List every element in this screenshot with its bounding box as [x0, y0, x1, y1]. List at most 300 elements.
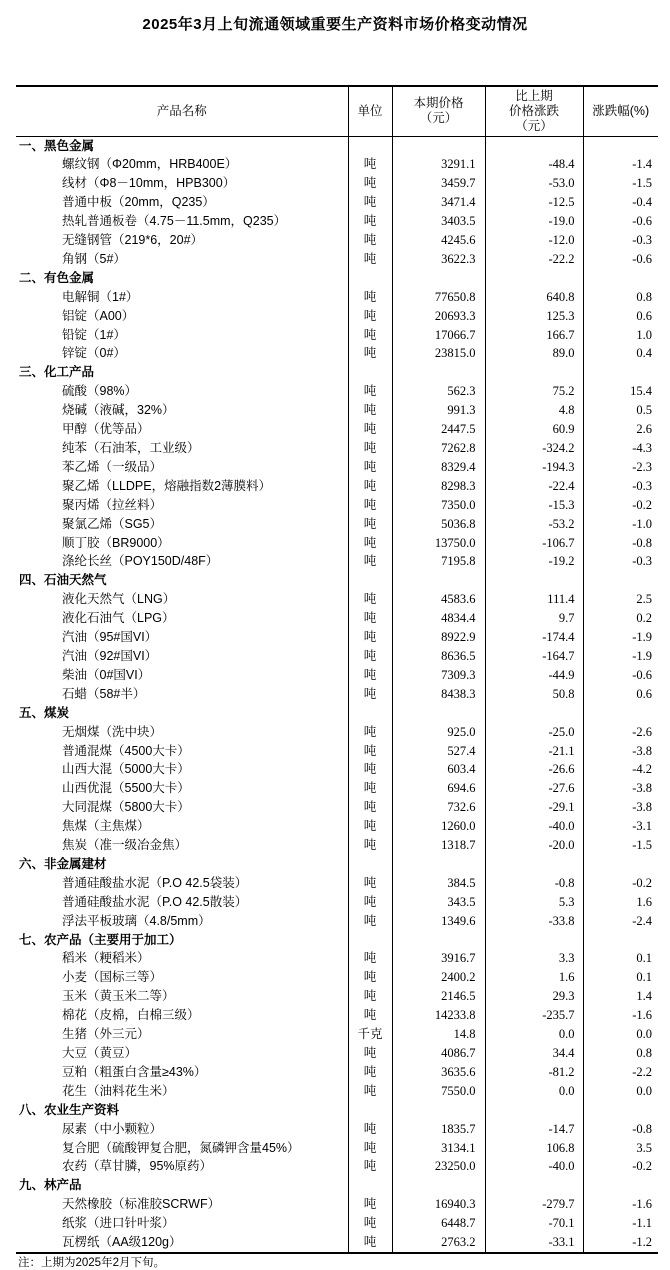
price-cell: 562.3	[392, 382, 485, 401]
section-row	[16, 136, 658, 155]
pct-cell: -1.5	[583, 174, 658, 193]
table-row	[16, 534, 658, 553]
price-cell: 3291.1	[392, 155, 485, 174]
pct-cell: 2.6	[583, 420, 658, 439]
price-cell: 4086.7	[392, 1044, 485, 1063]
pct-cell: -0.6	[583, 212, 658, 231]
product-name: 铝锭（A00）	[62, 308, 135, 323]
pct-cell	[583, 855, 658, 874]
pct-cell: -1.6	[583, 1195, 658, 1214]
table-row	[16, 344, 658, 363]
product-name: 聚乙烯（LLDPE，熔融指数2薄膜料）	[62, 478, 272, 493]
product-name: 涤纶长丝（POY150D/48F）	[62, 554, 219, 569]
price-cell: 3471.4	[392, 193, 485, 212]
table-row	[16, 231, 658, 250]
pct-cell: 0.6	[583, 307, 658, 326]
price-cell: 3403.5	[392, 212, 485, 231]
pct-cell: -2.3	[583, 458, 658, 477]
pct-cell	[583, 1176, 658, 1195]
product-name: 普通硅酸盐水泥（P.O 42.5散装）	[62, 894, 248, 909]
price-cell: 14233.8	[392, 1006, 485, 1025]
unit-cell: 吨	[348, 893, 392, 912]
change-cell: 0.0	[485, 1082, 583, 1101]
pct-cell: 0.8	[583, 288, 658, 307]
price-cell: 7262.8	[392, 439, 485, 458]
product-name: 线材（Φ8－10mm，HPB300）	[62, 176, 236, 191]
product-name: 石蜡（58#半）	[62, 686, 146, 701]
price-cell: 23250.0	[392, 1157, 485, 1176]
unit-cell	[348, 571, 392, 590]
unit-cell: 吨	[348, 477, 392, 496]
product-name: 角钢（5#）	[62, 251, 126, 266]
header-change-pct: 涨跌幅(%)	[583, 86, 658, 136]
unit-cell: 吨	[348, 968, 392, 987]
price-cell: 7550.0	[392, 1082, 485, 1101]
product-name: 液化天然气（LNG）	[62, 592, 176, 607]
change-cell: 1.6	[485, 968, 583, 987]
price-cell	[392, 363, 485, 382]
product-name: 锌锭（0#）	[62, 346, 126, 361]
unit-cell: 千克	[348, 1025, 392, 1044]
product-name: 稻米（粳稻米）	[62, 951, 150, 966]
product-name: 硫酸（98%）	[62, 384, 138, 399]
change-cell	[485, 855, 583, 874]
unit-cell: 吨	[348, 420, 392, 439]
product-name: 顺丁胶（BR9000）	[62, 535, 170, 550]
product-name: 无缝钢管（219*6，20#）	[62, 233, 204, 248]
price-cell: 5036.8	[392, 515, 485, 534]
product-name: 聚氯乙烯（SG5）	[62, 516, 163, 531]
pct-cell: -3.8	[583, 742, 658, 761]
pct-cell: -0.3	[583, 477, 658, 496]
product-name: 复合肥（硫酸钾复合肥，氮磷钾含量45%）	[62, 1140, 300, 1155]
pct-cell: -0.4	[583, 193, 658, 212]
table-row	[16, 382, 658, 401]
product-name: 玉米（黄玉米二等）	[62, 989, 175, 1004]
table-row	[16, 723, 658, 742]
unit-cell	[348, 704, 392, 723]
change-cell	[485, 363, 583, 382]
change-cell: -12.0	[485, 231, 583, 250]
pct-cell: 1.6	[583, 893, 658, 912]
change-cell	[485, 136, 583, 155]
change-cell: 4.8	[485, 401, 583, 420]
product-name: 浮法平板玻璃（4.8/5mm）	[62, 913, 211, 928]
unit-cell: 吨	[348, 1233, 392, 1253]
price-cell	[392, 571, 485, 590]
header-unit: 单位	[348, 86, 392, 136]
table-row	[16, 1006, 658, 1025]
pct-cell: 0.8	[583, 1044, 658, 1063]
price-cell: 384.5	[392, 874, 485, 893]
change-cell: 3.3	[485, 949, 583, 968]
unit-cell: 吨	[348, 231, 392, 250]
change-cell: -27.6	[485, 779, 583, 798]
pct-cell	[583, 571, 658, 590]
unit-cell	[348, 363, 392, 382]
product-name: 焦煤（主焦煤）	[62, 819, 150, 834]
price-cell: 3459.7	[392, 174, 485, 193]
price-cell: 925.0	[392, 723, 485, 742]
pct-cell: -0.8	[583, 534, 658, 553]
price-cell	[392, 855, 485, 874]
product-name: 普通混煤（4500大卡）	[62, 743, 190, 758]
price-cell: 8298.3	[392, 477, 485, 496]
price-cell: 7350.0	[392, 496, 485, 515]
price-cell: 3635.6	[392, 1063, 485, 1082]
change-cell	[485, 931, 583, 950]
table-row	[16, 987, 658, 1006]
price-cell: 2400.2	[392, 968, 485, 987]
unit-cell: 吨	[348, 534, 392, 553]
pct-cell: -1.9	[583, 647, 658, 666]
price-cell: 23815.0	[392, 344, 485, 363]
change-cell: -44.9	[485, 666, 583, 685]
unit-cell: 吨	[348, 1063, 392, 1082]
change-cell: -22.2	[485, 250, 583, 269]
product-name: 铅锭（1#）	[62, 327, 126, 342]
product-name: 纯苯（石油苯，工业级）	[62, 441, 200, 455]
unit-cell: 吨	[348, 987, 392, 1006]
table-row	[16, 1120, 658, 1139]
price-cell: 7195.8	[392, 552, 485, 571]
product-name: 山西优混（5500大卡）	[62, 781, 190, 796]
product-name: 普通中板（20mm，Q235）	[62, 195, 215, 210]
pct-cell: -1.0	[583, 515, 658, 534]
change-cell: -19.0	[485, 212, 583, 231]
change-cell: -33.8	[485, 912, 583, 931]
product-name: 农药（草甘膦，95%原药）	[62, 1159, 213, 1174]
header-current-price-line2: （元）	[419, 111, 458, 126]
change-cell: -70.1	[485, 1214, 583, 1233]
product-name: 液化石油气（LPG）	[62, 611, 175, 626]
unit-cell: 吨	[348, 307, 392, 326]
pct-cell: -3.8	[583, 779, 658, 798]
table-row	[16, 1063, 658, 1082]
unit-cell: 吨	[348, 193, 392, 212]
unit-cell: 吨	[348, 1157, 392, 1176]
unit-cell: 吨	[348, 212, 392, 231]
table-row	[16, 496, 658, 515]
unit-cell: 吨	[348, 288, 392, 307]
pct-cell: -2.6	[583, 723, 658, 742]
unit-cell: 吨	[348, 723, 392, 742]
table-row	[16, 666, 658, 685]
pct-cell: -1.2	[583, 1233, 658, 1253]
price-cell: 4834.4	[392, 609, 485, 628]
change-cell: -324.2	[485, 439, 583, 458]
table-row	[16, 779, 658, 798]
product-name: 山西大混（5000大卡）	[62, 762, 190, 777]
unit-cell	[348, 855, 392, 874]
price-cell: 694.6	[392, 779, 485, 798]
price-cell: 8922.9	[392, 628, 485, 647]
change-cell: 89.0	[485, 344, 583, 363]
price-cell: 343.5	[392, 893, 485, 912]
pct-cell: -2.4	[583, 912, 658, 931]
product-name: 聚丙烯（拉丝料）	[62, 497, 163, 512]
change-cell: -0.8	[485, 874, 583, 893]
unit-cell: 吨	[348, 1139, 392, 1158]
price-cell: 8329.4	[392, 458, 485, 477]
table-row	[16, 458, 658, 477]
change-cell: 111.4	[485, 590, 583, 609]
pct-cell: -0.8	[583, 1120, 658, 1139]
price-cell	[392, 1176, 485, 1195]
unit-cell: 吨	[348, 609, 392, 628]
price-cell: 4245.6	[392, 231, 485, 250]
change-cell: -40.0	[485, 817, 583, 836]
unit-cell: 吨	[348, 742, 392, 761]
change-cell: -14.7	[485, 1120, 583, 1139]
table-row	[16, 1025, 658, 1044]
change-cell: 34.4	[485, 1044, 583, 1063]
table-row	[16, 477, 658, 496]
unit-cell: 吨	[348, 496, 392, 515]
price-cell: 14.8	[392, 1025, 485, 1044]
header-price-change-line3: （元）	[515, 118, 553, 133]
product-name: 大同混煤（5800大卡）	[62, 800, 190, 815]
unit-cell: 吨	[348, 1006, 392, 1025]
table-row	[16, 552, 658, 571]
table-row	[16, 590, 658, 609]
section-row	[16, 1101, 658, 1120]
price-cell	[392, 704, 485, 723]
change-cell: -33.1	[485, 1233, 583, 1253]
price-cell: 20693.3	[392, 307, 485, 326]
product-name: 苯乙烯（一级品）	[62, 459, 163, 474]
change-cell: 60.9	[485, 420, 583, 439]
product-name: 棉花（皮棉，白棉三级）	[62, 1008, 200, 1023]
unit-cell: 吨	[348, 590, 392, 609]
table-row	[16, 874, 658, 893]
section-row	[16, 363, 658, 382]
price-cell: 2146.5	[392, 987, 485, 1006]
unit-cell: 吨	[348, 760, 392, 779]
table-row	[16, 307, 658, 326]
unit-cell: 吨	[348, 174, 392, 193]
pct-cell: 0.1	[583, 949, 658, 968]
change-cell: 640.8	[485, 288, 583, 307]
pct-cell: 1.0	[583, 326, 658, 345]
change-cell: 125.3	[485, 307, 583, 326]
section-title: 七、农产品（主要用于加工）	[19, 932, 182, 947]
footnote: 注：上期为2025年2月下旬。	[18, 1257, 165, 1269]
unit-cell: 吨	[348, 552, 392, 571]
table-row	[16, 155, 658, 174]
product-name: 尿素（中小颗粒）	[62, 1121, 163, 1136]
unit-cell: 吨	[348, 628, 392, 647]
section-title: 一、黑色金属	[19, 138, 95, 153]
table-row	[16, 949, 658, 968]
unit-cell: 吨	[348, 326, 392, 345]
change-cell: -53.0	[485, 174, 583, 193]
pct-cell: 1.4	[583, 987, 658, 1006]
change-cell	[485, 704, 583, 723]
product-name: 汽油（92#国VI）	[62, 648, 158, 663]
price-cell: 6448.7	[392, 1214, 485, 1233]
pct-cell: 0.2	[583, 609, 658, 628]
section-title: 八、农业生产资料	[19, 1102, 120, 1117]
product-name: 花生（油料花生米）	[62, 1083, 175, 1098]
table-row	[16, 647, 658, 666]
change-cell: -48.4	[485, 155, 583, 174]
unit-cell: 吨	[348, 439, 392, 458]
change-cell: -194.3	[485, 458, 583, 477]
unit-cell	[348, 269, 392, 288]
section-title: 四、石油天然气	[19, 573, 107, 588]
price-cell: 991.3	[392, 401, 485, 420]
section-row	[16, 571, 658, 590]
product-name: 热轧普通板卷（4.75－11.5mm，Q235）	[62, 214, 287, 229]
pct-cell: 0.0	[583, 1082, 658, 1101]
section-row	[16, 855, 658, 874]
table-header	[16, 86, 658, 136]
price-table	[16, 85, 658, 1254]
pct-cell: 0.6	[583, 685, 658, 704]
change-cell: -164.7	[485, 647, 583, 666]
unit-cell: 吨	[348, 382, 392, 401]
change-cell: -25.0	[485, 723, 583, 742]
unit-cell: 吨	[348, 779, 392, 798]
product-name: 甲醇（优等品）	[62, 422, 150, 437]
change-cell: 29.3	[485, 987, 583, 1006]
section-row	[16, 704, 658, 723]
pct-cell: -0.3	[583, 231, 658, 250]
change-cell: -22.4	[485, 477, 583, 496]
unit-cell: 吨	[348, 250, 392, 269]
pct-cell: -0.2	[583, 1157, 658, 1176]
pct-cell	[583, 931, 658, 950]
table-row	[16, 420, 658, 439]
price-cell: 1318.7	[392, 836, 485, 855]
price-cell: 732.6	[392, 798, 485, 817]
change-cell: 50.8	[485, 685, 583, 704]
header-price-change-line1: 比上期	[515, 88, 553, 103]
table-row	[16, 250, 658, 269]
pct-cell: 0.4	[583, 344, 658, 363]
header-current-price	[392, 86, 485, 136]
table-row	[16, 1233, 658, 1253]
product-name: 小麦（国标三等）	[62, 970, 163, 985]
change-cell: -174.4	[485, 628, 583, 647]
change-cell	[485, 571, 583, 590]
unit-cell: 吨	[348, 647, 392, 666]
product-name: 无烟煤（洗中块）	[62, 724, 163, 739]
pct-cell: -4.2	[583, 760, 658, 779]
unit-cell	[348, 931, 392, 950]
table-row	[16, 288, 658, 307]
unit-cell: 吨	[348, 685, 392, 704]
change-cell: -81.2	[485, 1063, 583, 1082]
header-price-change	[485, 86, 583, 136]
table-row	[16, 401, 658, 420]
table-row	[16, 515, 658, 534]
table-row	[16, 968, 658, 987]
pct-cell: -3.1	[583, 817, 658, 836]
price-cell: 7309.3	[392, 666, 485, 685]
price-cell	[392, 1101, 485, 1120]
table-row	[16, 628, 658, 647]
pct-cell	[583, 136, 658, 155]
pct-cell: -1.6	[583, 1006, 658, 1025]
unit-cell: 吨	[348, 874, 392, 893]
change-cell: -21.1	[485, 742, 583, 761]
unit-cell: 吨	[348, 458, 392, 477]
unit-cell: 吨	[348, 344, 392, 363]
change-cell: -106.7	[485, 534, 583, 553]
unit-cell: 吨	[348, 1082, 392, 1101]
product-name: 螺纹钢（Φ20mm，HRB400E）	[62, 157, 238, 172]
price-cell: 527.4	[392, 742, 485, 761]
header-current-price-line1: 本期价格	[413, 96, 464, 111]
table-row	[16, 1082, 658, 1101]
pct-cell: -2.2	[583, 1063, 658, 1082]
change-cell	[485, 1101, 583, 1120]
section-title: 九、林产品	[19, 1178, 82, 1193]
price-cell	[392, 269, 485, 288]
product-name: 生猪（外三元）	[62, 1027, 150, 1042]
section-title: 二、有色金属	[19, 270, 95, 285]
change-cell: -29.1	[485, 798, 583, 817]
product-name: 普通硅酸盐水泥（P.O 42.5袋装）	[62, 875, 248, 890]
pct-cell	[583, 269, 658, 288]
table-row	[16, 912, 658, 931]
table-row	[16, 1214, 658, 1233]
change-cell: -40.0	[485, 1157, 583, 1176]
section-row	[16, 269, 658, 288]
price-cell: 8636.5	[392, 647, 485, 666]
page-title: 2025年3月上旬流通领域重要生产资料市场价格变动情况	[142, 16, 528, 33]
change-cell: -12.5	[485, 193, 583, 212]
change-cell: -19.2	[485, 552, 583, 571]
table-row	[16, 893, 658, 912]
change-cell: 106.8	[485, 1139, 583, 1158]
unit-cell	[348, 136, 392, 155]
table-row	[16, 1195, 658, 1214]
change-cell: -15.3	[485, 496, 583, 515]
unit-cell: 吨	[348, 798, 392, 817]
table-row	[16, 609, 658, 628]
unit-cell: 吨	[348, 836, 392, 855]
product-name: 烧碱（液碱，32%）	[62, 403, 175, 418]
pct-cell: -4.3	[583, 439, 658, 458]
unit-cell: 吨	[348, 666, 392, 685]
table-row	[16, 193, 658, 212]
price-cell: 4583.6	[392, 590, 485, 609]
pct-cell: -1.1	[583, 1214, 658, 1233]
unit-cell	[348, 1176, 392, 1195]
table-row	[16, 212, 658, 231]
table-body	[16, 136, 658, 1253]
product-name: 天然橡胶（标准胶SCRWF）	[62, 1197, 221, 1212]
unit-cell	[348, 1101, 392, 1120]
price-cell: 2763.2	[392, 1233, 485, 1253]
pct-cell	[583, 363, 658, 382]
pct-cell: 0.0	[583, 1025, 658, 1044]
section-row	[16, 931, 658, 950]
table-row	[16, 836, 658, 855]
section-title: 六、非金属建材	[19, 856, 107, 871]
price-cell: 1260.0	[392, 817, 485, 836]
table-row	[16, 1157, 658, 1176]
change-cell	[485, 269, 583, 288]
product-name: 汽油（95#国VI）	[62, 630, 158, 645]
pct-cell	[583, 1101, 658, 1120]
pct-cell: -0.6	[583, 666, 658, 685]
pct-cell: -0.2	[583, 496, 658, 515]
section-title: 五、煤炭	[19, 705, 70, 720]
